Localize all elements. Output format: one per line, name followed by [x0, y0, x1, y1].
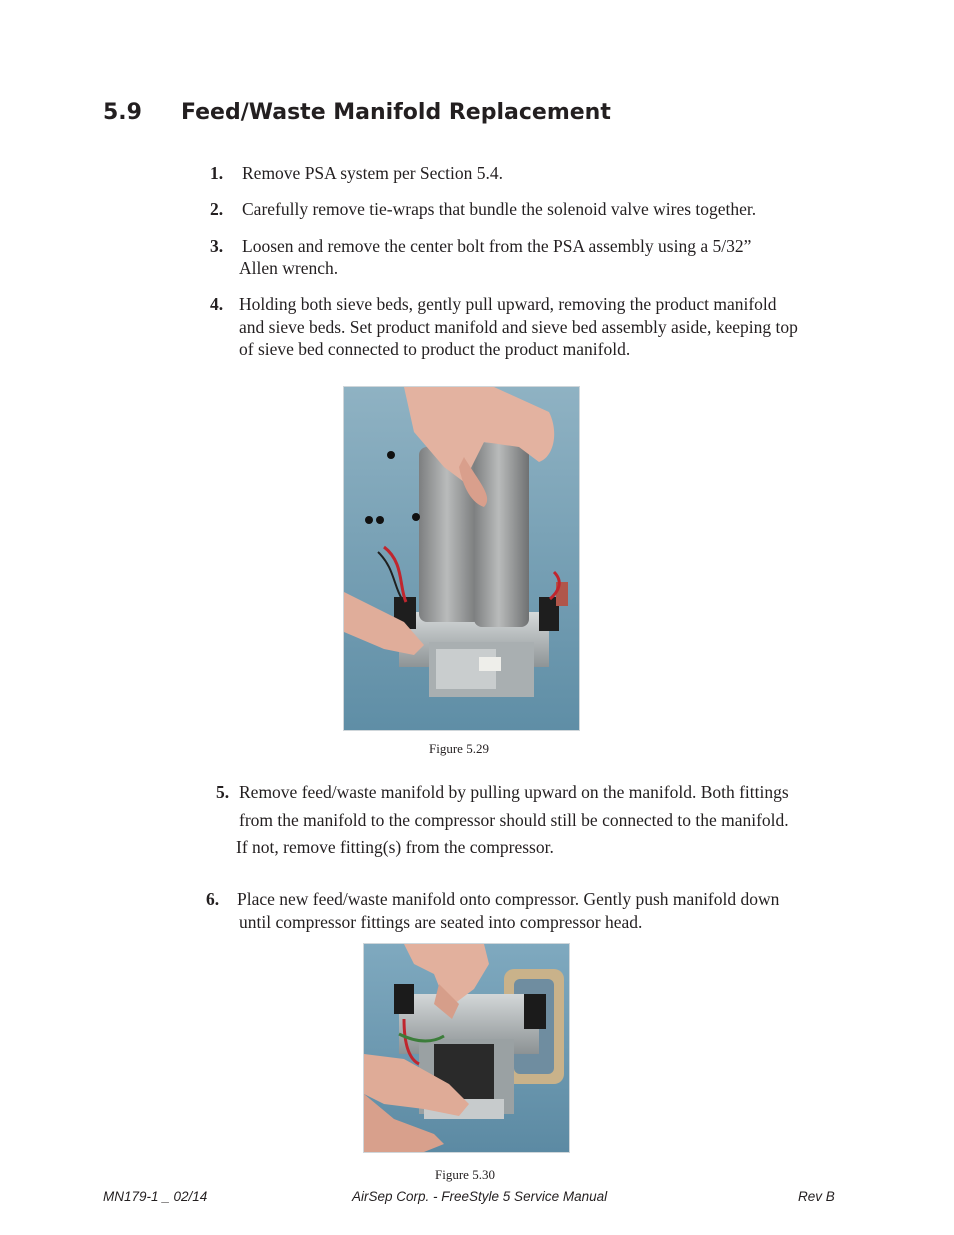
psa-sieve-beds-image	[344, 387, 579, 730]
step-text: Loosen and remove the center bolt from the PSA assembly using a 5/32”	[242, 236, 752, 256]
footer-revision: Rev B	[798, 1189, 835, 1204]
footer-document-id: MN179-1 _ 02/14	[103, 1189, 208, 1204]
figure-5-30-photo	[363, 943, 570, 1153]
step-number: 5.	[216, 782, 230, 802]
figure-5-30-caption: Figure 5.30	[435, 1167, 495, 1182]
step-text: Carefully remove tie-wraps that bundle the solenoid valve wires together.	[242, 199, 757, 219]
figure-5-29-caption: Figure 5.29	[429, 741, 489, 756]
step-text: Place new feed/waste manifold onto compressor. Gently push manifold down	[237, 889, 780, 909]
step-text: Allen wrench.	[239, 258, 339, 278]
footer-manual-title: AirSep Corp. - FreeStyle 5 Service Manual	[352, 1189, 608, 1204]
step-text: If not, remove fitting(s) from the compressor.	[236, 837, 554, 857]
step-number: 4.	[210, 294, 224, 314]
section-title: Feed/Waste Manifold Replacement	[181, 100, 611, 125]
step-text: Holding both sieve beds, gently pull upward, removing the product manifold	[239, 294, 777, 314]
step-number: 3.	[210, 236, 224, 256]
step-text: until compressor fittings are seated into compressor head.	[239, 912, 643, 932]
section-number: 5.9	[103, 100, 142, 125]
step-number: 1.	[210, 163, 224, 183]
step-number: 6.	[206, 889, 220, 909]
step-number: 2.	[210, 199, 224, 219]
feed-waste-manifold-image	[364, 944, 569, 1152]
step-text: Remove PSA system per Section 5.4.	[242, 163, 504, 183]
step-text: from the manifold to the compressor should still be connected to the manifold.	[239, 810, 789, 830]
figure-5-29-photo	[343, 386, 580, 731]
step-text: of sieve bed connected to product the product manifold.	[239, 339, 631, 359]
step-text: and sieve beds. Set product manifold and sieve bed assembly aside, keeping top	[239, 317, 798, 337]
step-text: Remove feed/waste manifold by pulling upward on the manifold. Both fittings	[239, 782, 789, 802]
